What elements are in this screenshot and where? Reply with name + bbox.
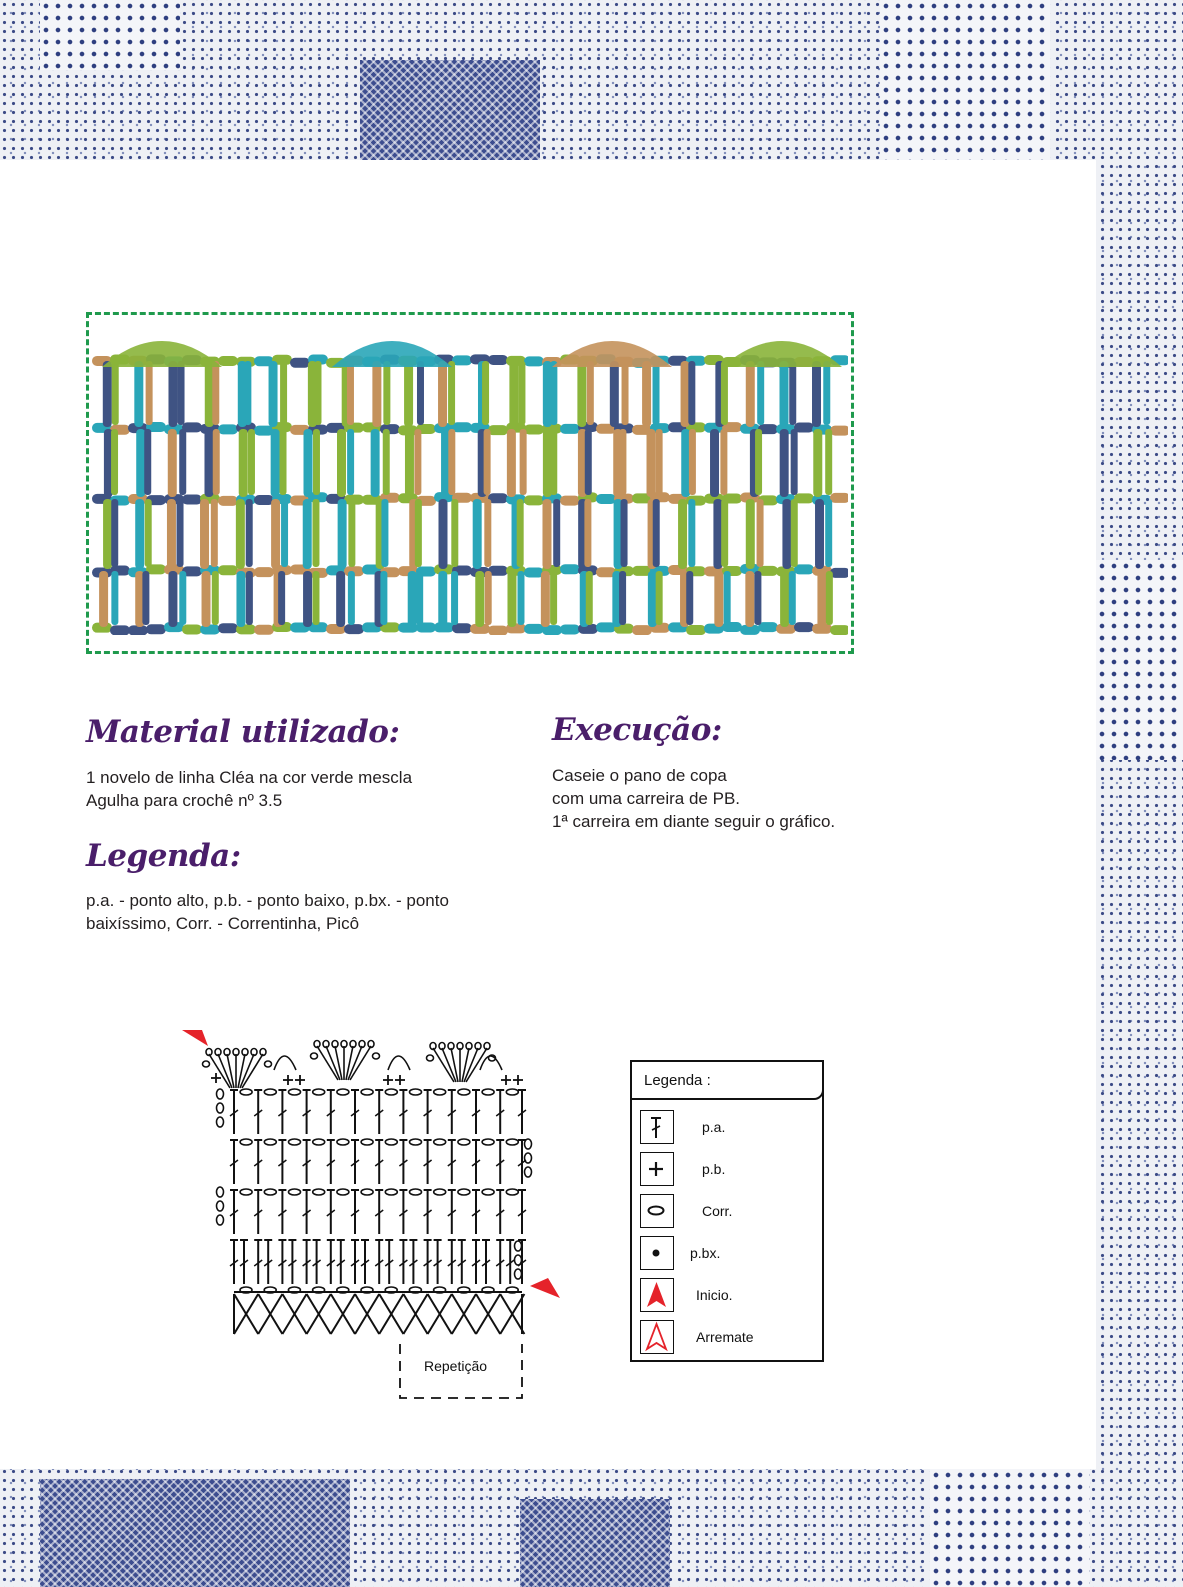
yarn-stitch <box>485 571 492 625</box>
pattern-tile <box>930 1469 1090 1587</box>
chain-stitch <box>434 1139 446 1145</box>
yarn-stitch <box>619 571 626 625</box>
yarn-stitch <box>619 429 626 495</box>
yarn-stitch <box>338 499 347 569</box>
chain-stitch <box>265 1061 272 1067</box>
yarn-chain <box>830 426 848 436</box>
chain-stitch <box>217 1117 224 1127</box>
yarn-stitch <box>135 499 144 569</box>
bottom-pattern-band <box>0 1469 1183 1587</box>
yarn-stitch <box>337 429 346 497</box>
yarn-stitch <box>780 571 789 627</box>
crochet-chart-diagram <box>176 1014 566 1406</box>
chain-stitch <box>217 1215 224 1225</box>
yarn-stitch <box>380 571 387 625</box>
crochet-chart <box>176 1014 566 1406</box>
chain-stitch <box>217 1187 224 1197</box>
yarn-stitch <box>780 429 789 497</box>
yarn-stitch <box>550 361 557 425</box>
yarn-stitch <box>278 571 285 625</box>
yarn-stitch <box>405 429 414 497</box>
yarn-chain <box>524 424 544 434</box>
yarn-stitch <box>178 361 185 425</box>
yarn-stitch <box>721 361 728 425</box>
yarn-stitch <box>507 429 516 497</box>
yarn-stitch <box>202 571 211 627</box>
pattern-tile <box>40 1479 350 1587</box>
yarn-stitch <box>167 499 176 569</box>
yarn-stitch <box>211 499 218 567</box>
material-heading: Material utilizado: <box>86 714 400 750</box>
yarn-stitch <box>475 571 484 627</box>
material-line: Agulha para crochê nº 3.5 <box>86 791 283 810</box>
yarn-stitch <box>383 361 390 425</box>
yarn-stitch <box>448 361 455 425</box>
yarn-stitch <box>304 429 313 497</box>
yarn-stitch <box>681 429 690 497</box>
chain-stitch <box>240 1089 252 1095</box>
chain-stitch <box>264 1139 276 1145</box>
yarn-stitch <box>754 571 761 625</box>
yarn-stitch <box>177 499 184 567</box>
execucao-heading: Execução: <box>552 712 722 748</box>
yarn-stitch <box>103 499 112 569</box>
yarn-chain <box>830 493 848 503</box>
yarn-fan <box>332 341 452 367</box>
yarn-stitch <box>686 571 693 625</box>
legend-label: Inicio. <box>696 1287 733 1303</box>
yarn-chain <box>596 494 616 504</box>
yarn-stitch <box>656 429 663 495</box>
yarn-stitch <box>408 571 417 627</box>
yarn-stitch <box>789 361 796 425</box>
legend-item <box>640 1236 820 1272</box>
yarn-stitch <box>336 571 345 627</box>
material-line: 1 novelo de linha Cléa na cor verde mescla <box>86 768 413 787</box>
execucao-line: 1ª carreira em diante seguir o gráfico. <box>552 812 836 831</box>
yarn-stitch <box>610 361 619 427</box>
yarn-stitch <box>438 361 447 427</box>
pico-arc <box>274 1056 296 1070</box>
yarn-stitch <box>303 499 312 569</box>
yarn-stitch <box>312 571 319 625</box>
legend-label: p.b. <box>702 1161 726 1177</box>
chain-stitch <box>458 1189 470 1195</box>
yarn-chain <box>488 626 508 635</box>
chain-stitch <box>385 1089 397 1095</box>
ponto-alto-icon <box>640 1110 674 1144</box>
yarn-chain <box>758 622 778 632</box>
yarn-stitch <box>438 571 447 627</box>
yarn-stitch <box>622 361 629 425</box>
yarn-chain <box>110 625 130 635</box>
legend-item <box>640 1152 820 1188</box>
yarn-chain <box>218 623 238 633</box>
yarn-stitch <box>789 571 796 625</box>
yarn-chain <box>830 625 848 635</box>
yarn-stitch <box>518 361 525 425</box>
top-pattern-band <box>0 0 1183 160</box>
yarn-chain <box>182 624 202 634</box>
yarn-stitch <box>584 499 591 567</box>
yarn-fan <box>722 341 842 367</box>
yarn-stitch <box>236 499 245 569</box>
yarn-stitch <box>653 499 660 567</box>
repeat-label: Repetição <box>424 1358 488 1374</box>
yarn-chain <box>218 565 238 575</box>
legend-item <box>640 1320 820 1356</box>
chain-stitch <box>240 1139 252 1145</box>
yarn-stitch <box>507 571 516 627</box>
pattern-tile <box>520 1499 670 1587</box>
yarn-stitch <box>553 499 560 567</box>
chain-stitch <box>337 1089 349 1095</box>
pattern-tile <box>360 60 540 160</box>
yarn-stitch <box>448 429 455 495</box>
yarn-stitch <box>451 571 458 625</box>
yarn-stitch <box>586 571 593 625</box>
yarn-stitch <box>656 571 663 625</box>
chain-stitch <box>313 1189 325 1195</box>
correntinha-icon <box>640 1194 674 1228</box>
yarn-stitch <box>111 429 118 495</box>
chain-stitch <box>515 1255 522 1265</box>
yarn-stitch <box>550 429 557 495</box>
yarn-stitch <box>473 499 482 569</box>
yarn-stitch <box>484 429 491 495</box>
yarn-stitch <box>136 429 145 497</box>
chain-stitch <box>427 1055 434 1061</box>
legend-item <box>640 1194 820 1230</box>
legend-title-area <box>630 1060 824 1100</box>
execucao-line: com uma carreira de PB. <box>552 789 741 808</box>
legend-label: Corr. <box>702 1203 733 1219</box>
yarn-stitch <box>482 361 489 425</box>
yarn-stitch <box>647 429 656 497</box>
chain-stitch <box>264 1089 276 1095</box>
chain-stitch <box>289 1139 301 1145</box>
chain-stitch <box>373 1053 380 1059</box>
chain-stitch <box>410 1189 422 1195</box>
yarn-stitch <box>414 429 421 495</box>
yarn-chain <box>254 495 274 505</box>
yarn-stitch <box>244 361 251 425</box>
crochet-sample-photo <box>92 337 848 635</box>
yarn-chain <box>254 625 274 635</box>
chain-stitch <box>313 1089 325 1095</box>
yarn-stitch <box>246 499 253 567</box>
yarn-stitch <box>813 429 822 497</box>
inicio-arrow-icon <box>640 1278 674 1312</box>
yarn-stitch <box>168 361 177 427</box>
chain-stitch <box>525 1139 532 1149</box>
legend-title: Legenda : <box>644 1072 711 1089</box>
yarn-stitch <box>689 429 696 495</box>
yarn-chain <box>218 356 238 366</box>
yarn-stitch <box>204 429 213 497</box>
yarn-stitch <box>812 361 821 427</box>
chain-stitch <box>506 1139 518 1145</box>
yarn-stitch <box>347 361 354 425</box>
chain-stitch <box>515 1241 522 1251</box>
yarn-chain <box>182 495 202 505</box>
yarn-stitch <box>348 499 355 567</box>
yarn-stitch <box>520 429 527 495</box>
yarn-stitch <box>745 571 754 627</box>
yarn-stitch <box>381 499 388 567</box>
yarn-stitch <box>112 361 119 425</box>
yarn-chain <box>632 625 652 635</box>
yarn-stitch <box>648 571 657 627</box>
legenda-line: p.a. - ponto alto, p.b. - ponto baixo, p.bx. - ponto <box>86 891 449 910</box>
yarn-stitch <box>713 499 722 569</box>
pattern-tile <box>40 0 180 70</box>
yarn-stitch <box>746 361 755 427</box>
yarn-stitch <box>714 571 723 627</box>
chain-stitch <box>311 1053 318 1059</box>
yarn-stitch <box>438 499 447 569</box>
yarn-stitch <box>111 499 118 567</box>
yarn-stitch <box>746 499 755 569</box>
chain-stitch <box>458 1139 470 1145</box>
yarn-stitch <box>577 361 586 427</box>
yarn-stitch <box>688 361 695 425</box>
yarn-chain <box>254 567 274 577</box>
crochet-sample-image <box>92 337 848 635</box>
yarn-fan <box>102 341 222 367</box>
yarn-stitch <box>721 499 728 567</box>
yarn-chain <box>128 625 148 635</box>
yarn-stitch <box>678 499 687 569</box>
yarn-stitch <box>542 499 551 569</box>
yarn-stitch <box>826 571 833 625</box>
yarn-stitch <box>517 571 524 625</box>
chain-stitch <box>264 1189 276 1195</box>
yarn-stitch <box>280 429 287 495</box>
yarn-stitch <box>791 429 798 495</box>
yarn-chain <box>290 358 310 368</box>
yarn-stitch <box>782 499 791 569</box>
yarn-chain <box>560 496 580 506</box>
yarn-chain <box>488 425 508 435</box>
yarn-chain <box>686 625 706 635</box>
yarn-stitch <box>200 499 209 569</box>
yarn-stitch <box>817 571 826 627</box>
yarn-stitch <box>416 571 423 625</box>
yarn-stitch <box>757 499 764 567</box>
legend-item <box>640 1278 820 1314</box>
yarn-stitch <box>585 429 592 495</box>
yarn-stitch <box>451 499 458 567</box>
yarn-stitch <box>587 361 594 425</box>
legend-label: p.bx. <box>690 1245 721 1261</box>
yarn-chain <box>560 564 580 574</box>
yarn-stitch <box>111 571 118 625</box>
yarn-chain <box>146 624 166 634</box>
yarn-stitch <box>271 429 280 497</box>
chain-stitch <box>482 1089 494 1095</box>
yarn-stitch <box>720 429 727 495</box>
yarn-fan <box>552 341 672 367</box>
yarn-stitch <box>710 429 719 497</box>
yarn-stitch <box>99 571 108 627</box>
yarn-stitch <box>404 361 413 427</box>
yarn-stitch <box>271 499 280 569</box>
chain-stitch <box>482 1189 494 1195</box>
yarn-stitch <box>281 499 288 567</box>
chain-stitch <box>525 1153 532 1163</box>
chain-stitch <box>361 1189 373 1195</box>
chain-stitch <box>385 1139 397 1145</box>
yarn-stitch <box>517 499 524 567</box>
yarn-chain <box>524 624 544 634</box>
chain-stitch <box>361 1139 373 1145</box>
pattern-tile <box>1096 560 1183 760</box>
pattern-tile <box>880 0 1050 160</box>
yarn-stitch <box>179 571 186 625</box>
ponto-baixissimo-icon <box>640 1236 674 1270</box>
yarn-stitch <box>248 429 255 495</box>
yarn-stitch <box>168 429 177 497</box>
yarn-stitch <box>688 499 695 567</box>
yarn-stitch <box>212 361 219 425</box>
yarn-stitch <box>179 429 186 495</box>
chain-stitch <box>434 1189 446 1195</box>
arremate-arrow-icon <box>640 1320 674 1354</box>
chain-stitch <box>515 1269 522 1279</box>
yarn-stitch <box>681 361 690 427</box>
chain-stitch <box>217 1103 224 1113</box>
yarn-stitch <box>779 361 788 427</box>
yarn-stitch <box>484 499 491 567</box>
chain-stitch <box>385 1189 397 1195</box>
legenda-heading: Legenda: <box>86 838 241 874</box>
yarn-stitch <box>509 361 518 427</box>
chain-stitch <box>337 1139 349 1145</box>
chain-stitch <box>203 1061 210 1067</box>
right-pattern-band <box>1096 160 1183 1469</box>
yarn-stitch <box>213 429 220 495</box>
chain-stitch <box>289 1089 301 1095</box>
yarn-stitch <box>417 361 424 425</box>
yarn-chain <box>344 624 364 634</box>
execucao-line: Caseie o pano de copa <box>552 766 727 785</box>
yarn-stitch <box>303 571 312 627</box>
chain-stitch <box>410 1089 422 1095</box>
yarn-stitch <box>372 361 381 427</box>
yarn-chain <box>488 355 508 365</box>
ponto-baixo-icon <box>640 1152 674 1186</box>
chain-stitch <box>313 1139 325 1145</box>
photo-frame <box>86 312 854 654</box>
yarn-stitch <box>314 361 321 425</box>
yarn-stitch <box>791 499 798 567</box>
chain-stitch <box>525 1167 532 1177</box>
chain-stitch <box>361 1089 373 1095</box>
yarn-stitch <box>146 361 153 425</box>
yarn-stitch <box>236 571 245 627</box>
yarn-stitch <box>212 571 219 625</box>
legenda-line: baixíssimo, Corr. - Correntinha, Picô <box>86 914 360 933</box>
yarn-stitch <box>313 429 320 495</box>
pico-arc <box>388 1056 410 1070</box>
yarn-chain <box>218 424 238 434</box>
legend-label: p.a. <box>702 1119 726 1135</box>
yarn-chain <box>524 356 544 366</box>
chain-stitch <box>434 1089 446 1095</box>
yarn-stitch <box>755 429 762 495</box>
yarn-stitch <box>724 571 731 625</box>
start-marker-icon <box>182 1030 208 1046</box>
chain-stitch <box>337 1189 349 1195</box>
yarn-stitch <box>312 499 319 567</box>
yarn-stitch <box>383 429 390 495</box>
chain-stitch <box>217 1201 224 1211</box>
yarn-stitch <box>168 571 177 627</box>
yarn-stitch <box>815 499 824 569</box>
yarn-stitch <box>239 429 248 497</box>
yarn-stitch <box>415 499 422 567</box>
pico-arc <box>480 1056 502 1070</box>
yarn-stitch <box>348 571 355 625</box>
yarn-chain <box>524 495 544 505</box>
yarn-stitch <box>134 361 143 427</box>
yarn-chain <box>218 496 238 506</box>
yarn-stitch <box>550 571 557 625</box>
yarn-chain <box>560 424 580 434</box>
yarn-stitch <box>144 429 151 495</box>
yarn-stitch <box>145 499 152 567</box>
legend-box <box>630 1060 824 1362</box>
yarn-stitch <box>269 361 278 427</box>
legend-item <box>640 1110 820 1146</box>
yarn-stitch <box>825 499 832 567</box>
end-marker-icon <box>530 1278 560 1298</box>
yarn-stitch <box>825 429 832 495</box>
legend-label: Arremate <box>696 1329 754 1345</box>
chain-stitch <box>217 1089 224 1099</box>
yarn-stitch <box>642 361 651 427</box>
chain-stitch <box>289 1189 301 1195</box>
yarn-stitch <box>103 361 112 427</box>
yarn-chain <box>560 624 580 634</box>
chain-stitch <box>410 1139 422 1145</box>
yarn-stitch <box>142 571 149 625</box>
yarn-stitch <box>541 571 550 627</box>
yarn-stitch <box>823 361 830 425</box>
yarn-stitch <box>653 361 660 425</box>
yarn-stitch <box>347 429 354 495</box>
yarn-stitch <box>280 361 287 425</box>
yarn-stitch <box>757 361 764 425</box>
yarn-stitch <box>246 571 253 625</box>
chain-stitch <box>482 1139 494 1145</box>
chain-stitch <box>240 1189 252 1195</box>
chain-stitch <box>458 1089 470 1095</box>
yarn-stitch <box>621 499 628 567</box>
chain-stitch <box>506 1189 518 1195</box>
chain-stitch <box>506 1089 518 1095</box>
yarn-stitch <box>371 429 380 497</box>
yarn-chain <box>794 622 814 632</box>
